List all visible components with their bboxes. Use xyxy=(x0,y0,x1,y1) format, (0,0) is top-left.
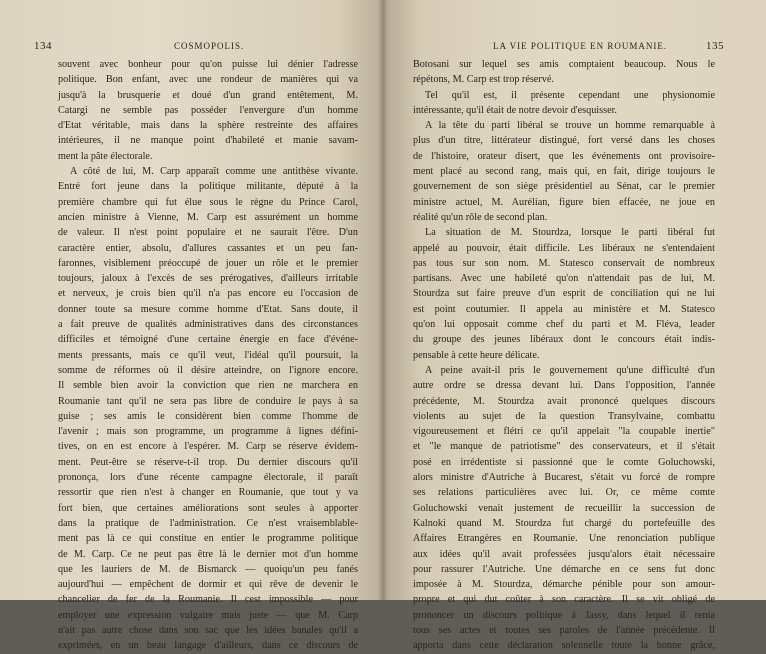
text-line: imposée à M. Stourdza, démarche pénible pour son amour- xyxy=(413,579,715,591)
text-line: faronnes, visiblement préoccupé de jouer un rôle et le premier xyxy=(58,257,358,269)
text-line: vigoureusement et flétri ce qu'il appelait "la coupable inertie" xyxy=(413,426,715,438)
text-line: ses relations particulières avec lui. Or, ce même comte xyxy=(413,487,715,499)
text-line: pour rassurer l'Autriche. Une démarche en ce sens fut donc xyxy=(413,563,715,575)
left-page xyxy=(0,0,383,652)
text-line: politique. Bon enfant, avec une rondeur de manières qui va xyxy=(58,74,358,86)
right-page-text xyxy=(413,57,715,654)
text-line: dans la pratique de l'administration. Ce n'est vraisemblable- xyxy=(58,517,358,529)
text-line: pas tous sur son nom. M. Statesco conservait de nombreux xyxy=(413,257,715,269)
text-line: intéressante, qu'il était de notre devoir d'esquisser. xyxy=(413,104,617,116)
text-line: a fait preuve de qualités administratives dans des circonstances xyxy=(58,319,358,331)
text-line: tous ses actes et toutes ses paroles de l'année précédente. Il xyxy=(413,624,715,636)
text-line: Botosani sur lequel ses amis comptaient beaucoup. Nous le xyxy=(413,59,715,70)
text-line: Goluchowski venait justement de recueillir la succession de xyxy=(413,502,715,514)
text-line: gouvernement de son siège présidentiel au Sénat, car le premier xyxy=(413,181,715,193)
text-line: qu'on lui opposait comme chef du parti et M. Fléva, leader xyxy=(413,319,715,331)
text-line: de valeur. Il n'est point populaire et ne saurait l'être. D'un xyxy=(58,227,358,239)
text-line: de M. Carp. Ce ne peut pas être là le dernier mot d'un homme xyxy=(58,548,358,560)
text-line: tives, on en est encore à l'espérer. M. Carp se réserve évidem- xyxy=(58,441,358,453)
text-line: ministre actuel, M. Aurélian, figure bien effacée, ne joue en xyxy=(413,196,715,208)
text-line: Roumanie tant qu'il ne sera pas libre de conduire le pays à sa xyxy=(58,395,358,407)
text-line: guise ; ses amis le considèrent bien comme l'homme de xyxy=(58,410,358,422)
text-line: précédente, M. Stourdza avait prononcé quelques discours xyxy=(413,395,715,407)
text-line: A côté de lui, M. Carp apparaît comme une antithèse vivante. xyxy=(70,166,358,178)
text-line: ments pressants, mais ce qu'il veut, l'idéal qu'il poursuit, la xyxy=(58,349,358,361)
text-line: caractère entier, absolu, d'allures cassantes et un peu fan- xyxy=(58,242,358,254)
text-line: ressortir que rien n'est à changer en Roumanie, que tout y va xyxy=(58,487,358,499)
text-line: exprimées, en un beau langage d'ailleurs, dans ce discours de xyxy=(58,640,358,652)
text-line: ment la pâte électorale. xyxy=(58,150,153,162)
left-running-head: COSMOPOLIS. xyxy=(174,41,245,51)
text-line: Affaires Etrangères en Roumanie. Une renonciation publique xyxy=(413,533,715,545)
right-running-head: LA VIE POLITIQUE EN ROUMANIE. xyxy=(493,41,668,51)
right-page-number: 135 xyxy=(706,40,724,52)
text-line: que les lauriers de M. de Bismarck — quoiqu'un peu fanés xyxy=(58,563,358,575)
text-line: est point coutumier. Il appela au ministère et M. Statesco xyxy=(413,303,715,315)
text-line: première chambre qui fut élue sous le règne du Prince Carol, xyxy=(58,196,358,208)
text-line: La situation de M. Stourdza, lorsque le parti libéral fut xyxy=(425,227,715,239)
right-page-header xyxy=(383,40,766,54)
text-line: n'ait pas autre chose dans son sac que les idées banales qu'il a xyxy=(58,624,358,636)
text-line: prononcer un discours politique à Jassy, dans lequel il renia xyxy=(413,609,715,621)
book-gutter xyxy=(378,0,388,600)
text-line: Entré fort jeune dans la politique militante, député à la xyxy=(58,181,358,193)
text-line: ancien ministre à Vienne, M. Carp est assurément un homme xyxy=(58,211,358,223)
text-line: employer une expression vulgaire mais juste — que M. Carp xyxy=(58,609,358,621)
text-line: Stourdza sut faire preuve d'un esprit de conciliation qui ne lui xyxy=(413,288,715,300)
text-line: aux idées qu'il avait professées jusqu'alors était nécessaire xyxy=(413,548,715,560)
text-line: et "le manque de patriotisme" des conservateurs, et il s'était xyxy=(413,441,715,453)
text-line: intérieures, il ne manque point d'habileté et manie savam- xyxy=(58,135,358,147)
text-line: chancelier de fer de la Roumanie. Il cest impossible — pour xyxy=(58,594,358,606)
text-line: donner toute sa mesure comme homme d'Etat. Sans doute, il xyxy=(58,303,358,315)
text-line: pensable à cette heure délicate. xyxy=(413,349,540,361)
right-page xyxy=(383,0,766,652)
text-line: jusqu'à la brusquerie et doué d'un grand entêtement, M. xyxy=(58,89,358,101)
text-line: propre et qui dut coûter à son caractère. Il se vit obligé de xyxy=(413,594,715,606)
text-line: A peine avait-il pris le gouvernement qu'une difficulté d'un xyxy=(425,364,715,376)
text-line: somme de réformes où il désire atteindre, on l'ignore encore. xyxy=(58,364,358,376)
text-line: de l'histoire, orateur disert, que les événements ont provisoire- xyxy=(413,150,715,162)
text-line: Tel qu'il est, il présente cependant une physionomie xyxy=(425,89,715,101)
text-line: toujours, jaloux à l'excès de ses prérogatives, d'ailleurs irritable xyxy=(58,273,358,285)
text-line: Kalnoki quand M. Stourdza fut chargé du portefeuille des xyxy=(413,517,715,529)
text-line: prononça, lors d'une récente campagne électorale, il paraît xyxy=(58,472,358,484)
text-line: apporta dans cette déclaration solennelle toute la bonne grâce, xyxy=(413,640,715,652)
text-line: et nerveux, je crois bien qu'il n'a pas encore eu l'occasion de xyxy=(58,288,358,300)
text-line: alors ministre d'Autriche à Bucarest, s'était vu forcé de rompre xyxy=(413,472,715,484)
text-line: du groupe des jeunes libéraux dont le concours était indis- xyxy=(413,334,715,346)
text-line: A la tête du parti libéral se trouve un homme remarquable à xyxy=(425,120,715,132)
text-line: ment. Peut-être se réserve-t-il trop. Du dernier discours qu'il xyxy=(58,456,358,468)
left-page-header xyxy=(0,40,383,54)
text-line: réalité qu'un rôle de second plan. xyxy=(413,211,548,223)
text-line: difficiles et témoigné d'une certaine énergie en face d'événe- xyxy=(58,334,358,346)
text-line: souvent avec bonheur pour qu'on puisse lui dénier l'adresse xyxy=(58,59,358,70)
text-line: ment pas là ce qui constitue en entier le programme politique xyxy=(58,533,358,545)
text-line: Il semble bien avoir la conviction que rien ne marchera en xyxy=(58,380,358,392)
left-page-text xyxy=(58,57,358,654)
text-line: violents au sujet de la question Transylvaine, combattu xyxy=(413,410,715,422)
text-line: plus d'un titre, littérateur distingué, fort versé dans les choses xyxy=(413,135,715,147)
text-line: répétons, M. Carp est trop réservé. xyxy=(413,74,554,86)
text-line: d'Etat véritable, mais dans la sphère restreinte des affaires xyxy=(58,120,358,132)
text-line: fort bien, que certaines améliorations sont seules à apporter xyxy=(58,502,358,514)
text-line: Catargi ne semble pas posséder l'envergure d'un homme xyxy=(58,104,358,116)
text-line: appelé au pouvoir, était difficile. Les libéraux ne s'entendaient xyxy=(413,242,715,254)
text-line: autre ordre se dressa devant lui. Dans l'opposition, l'année xyxy=(413,380,715,392)
text-line: posé en irrédentiste si passionné que le comte Goluchowski, xyxy=(413,456,715,468)
text-line: partisans. Avec une habileté qu'on n'attendait pas de lui, M. xyxy=(413,273,715,285)
left-page-number: 134 xyxy=(34,40,52,52)
text-line: l'avenir ; mais son programme, un programme à lignes défini- xyxy=(58,426,358,438)
text-line: aujourd'hui — empêchent de dormir et qui rêve de devenir le xyxy=(58,579,358,591)
text-line: ment placé au second rang, mais qui, en fait, dirige toujours le xyxy=(413,166,715,178)
